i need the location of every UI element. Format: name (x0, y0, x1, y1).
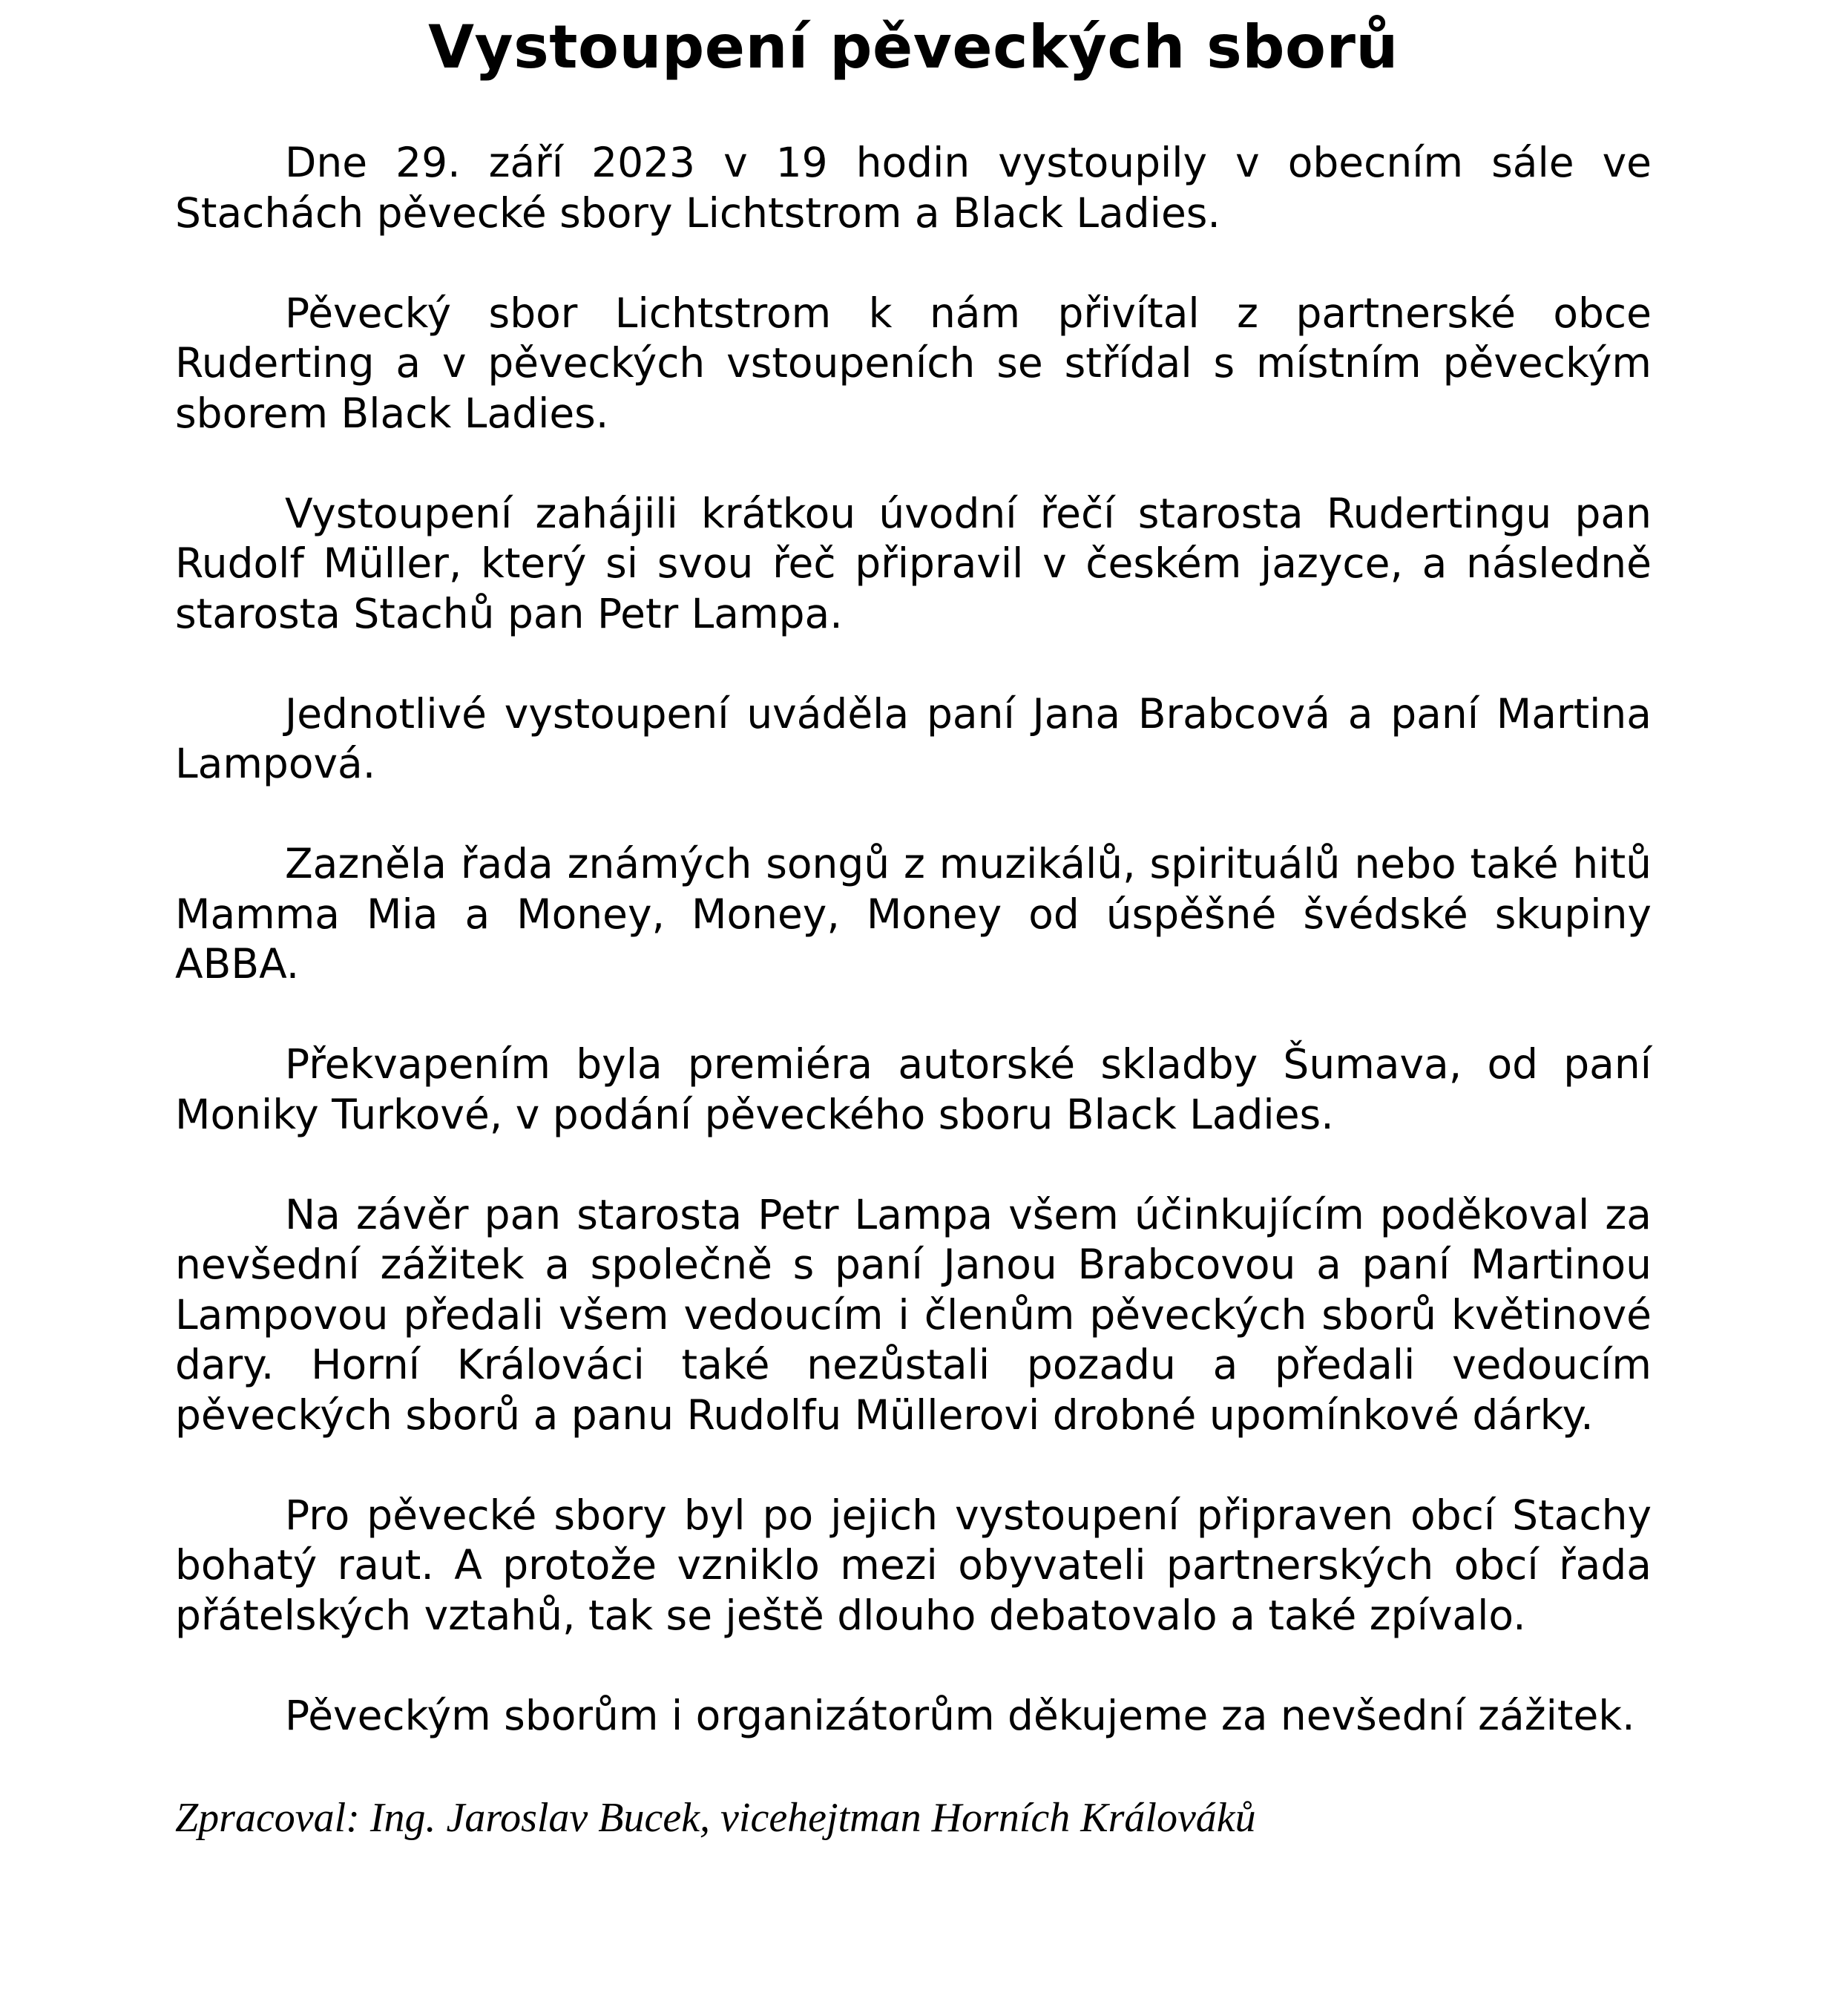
document-title: Vystoupení pěveckých sborů (428, 13, 1399, 82)
author-signature: Zpracoval: Ing. Jaroslav Bucek, vicehejtman Horních Králováků (175, 1795, 1256, 1841)
paragraph-reception: Pro pěvecké sbory byl po jejich vystoupení připraven obcí Stachy bohatý raut. A protože vzniklo mezi obyvateli partnerských obcí řada přátelských vztahů, tak se ještě dlouho debatovalo a také zpívalo. (175, 1491, 1652, 1639)
paragraph-thanks-gifts: Na závěr pan starosta Petr Lampa všem účinkujícím poděkoval za nevšední zážitek a společně s paní Janou Brabcovou a paní Martinou Lampovou předali všem vedoucím i členům pěveckých sborů květinové dary. Horní Králováci také nezůstali pozadu a předali vedoucím pěveckých sborů a panu Rudolfu Müllerovi drobné upomínkové dárky. (175, 1190, 1652, 1439)
paragraph-opening-speeches: Vystoupení zahájili krátkou úvodní řečí starosta Rudertingu pan Rudolf Müller, který si svou řeč připravil v českém jazyce, a následně starosta Stachů pan Petr Lampa. (175, 489, 1652, 637)
paragraph-event-intro: Dne 29. září 2023 v 19 hodin vystoupily v obecním sále ve Stachách pěvecké sbory Lichtstrom a Black Ladies. (175, 139, 1652, 237)
article-body (175, 138, 1652, 1741)
paragraph-lichtstrom-welcome: Pěvecký sbor Lichtstrom k nám přivítal z partnerské obce Ruderting a v pěveckých vstoupeních se střídal s místním pěveckým sborem Black Ladies. (175, 289, 1652, 437)
paragraph-closing-thanks: Pěveckým sborům i organizátorům děkujeme za nevšední zážitek. (285, 1691, 1635, 1739)
document-page (175, 0, 1652, 1843)
paragraph-hosts: Jednotlivé vystoupení uváděla paní Jana Brabcová a paní Martina Lampová. (175, 689, 1652, 787)
paragraph-premiere: Překvapením byla premiéra autorské skladby Šumava, od paní Moniky Turkové, v podání pěveckého sboru Black Ladies. (175, 1040, 1652, 1138)
paragraph-songs: Zazněla řada známých songů z muzikálů, spirituálů nebo také hitů Mamma Mia a Money, Money, Money od úspěšné švédské skupiny ABBA. (175, 840, 1652, 988)
